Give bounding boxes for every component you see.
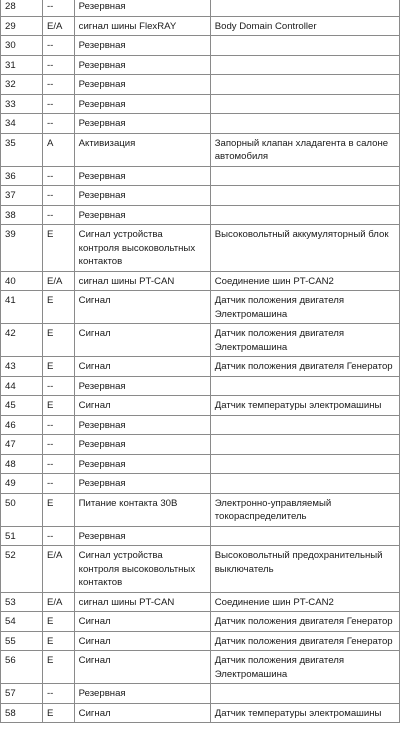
connected-component-cell: Датчик положения двигателя Генератор bbox=[210, 357, 399, 377]
table-row bbox=[1, 75, 400, 95]
connected-component-cell: Датчик температуры электромашины bbox=[210, 703, 399, 723]
pin-number-cell: 40 bbox=[1, 271, 43, 291]
table-row bbox=[1, 396, 400, 416]
table-row bbox=[1, 703, 400, 723]
signal-description-cell: Резервная bbox=[74, 435, 210, 455]
signal-description-cell: Резервная bbox=[74, 94, 210, 114]
pin-number-cell: 28 bbox=[1, 0, 43, 16]
connected-component-cell bbox=[210, 186, 399, 206]
signal-direction-cell: -- bbox=[42, 166, 74, 186]
pin-number-cell: 47 bbox=[1, 435, 43, 455]
signal-description-cell: Резервная bbox=[74, 75, 210, 95]
signal-direction-cell: E bbox=[42, 612, 74, 632]
signal-direction-cell: -- bbox=[42, 415, 74, 435]
signal-direction-cell: E bbox=[42, 396, 74, 416]
signal-description-cell: Резервная bbox=[74, 0, 210, 16]
table-row bbox=[1, 474, 400, 494]
signal-direction-cell: A bbox=[42, 133, 74, 166]
signal-description-cell: Резервная bbox=[74, 36, 210, 56]
signal-description-cell: Резервная bbox=[74, 474, 210, 494]
signal-direction-cell: E bbox=[42, 357, 74, 377]
pin-number-cell: 56 bbox=[1, 651, 43, 684]
connected-component-cell bbox=[210, 205, 399, 225]
pin-number-cell: 41 bbox=[1, 291, 43, 324]
signal-direction-cell: E/A bbox=[42, 546, 74, 593]
table-row bbox=[1, 186, 400, 206]
table-row bbox=[1, 546, 400, 593]
pin-number-cell: 33 bbox=[1, 94, 43, 114]
table-row bbox=[1, 376, 400, 396]
pin-number-cell: 38 bbox=[1, 205, 43, 225]
connected-component-cell bbox=[210, 114, 399, 134]
table-row bbox=[1, 271, 400, 291]
pin-number-cell: 53 bbox=[1, 592, 43, 612]
pin-number-cell: 50 bbox=[1, 493, 43, 526]
table-row bbox=[1, 114, 400, 134]
table-row bbox=[1, 651, 400, 684]
signal-direction-cell: E bbox=[42, 225, 74, 272]
pin-number-cell: 58 bbox=[1, 703, 43, 723]
table-row bbox=[1, 493, 400, 526]
signal-description-cell: сигнал шины PT-CAN bbox=[74, 592, 210, 612]
pin-number-cell: 44 bbox=[1, 376, 43, 396]
connected-component-cell: Датчик температуры электромашины bbox=[210, 396, 399, 416]
pin-number-cell: 51 bbox=[1, 526, 43, 546]
pin-number-cell: 55 bbox=[1, 631, 43, 651]
signal-description-cell: сигнал шины PT-CAN bbox=[74, 271, 210, 291]
pin-number-cell: 32 bbox=[1, 75, 43, 95]
connected-component-cell bbox=[210, 55, 399, 75]
connected-component-cell: Электронно-управляемый токораспределитель bbox=[210, 493, 399, 526]
connected-component-cell bbox=[210, 166, 399, 186]
signal-description-cell: Сигнал bbox=[74, 651, 210, 684]
pin-number-cell: 34 bbox=[1, 114, 43, 134]
signal-direction-cell: E bbox=[42, 631, 74, 651]
signal-description-cell: Питание контакта 30В bbox=[74, 493, 210, 526]
table-row bbox=[1, 16, 400, 36]
signal-direction-cell: E/A bbox=[42, 271, 74, 291]
table-row bbox=[1, 94, 400, 114]
table-row bbox=[1, 612, 400, 632]
signal-direction-cell: E bbox=[42, 651, 74, 684]
signal-direction-cell: -- bbox=[42, 454, 74, 474]
table-row bbox=[1, 592, 400, 612]
signal-description-cell: Сигнал bbox=[74, 291, 210, 324]
connected-component-cell: Запорный клапан хладагента в салоне автомобиля bbox=[210, 133, 399, 166]
connected-component-cell: Датчик положения двигателя Электромашина bbox=[210, 324, 399, 357]
connected-component-cell: Соединение шин PT-CAN2 bbox=[210, 592, 399, 612]
table-row bbox=[1, 133, 400, 166]
pin-number-cell: 46 bbox=[1, 415, 43, 435]
signal-direction-cell: E bbox=[42, 291, 74, 324]
pin-number-cell: 42 bbox=[1, 324, 43, 357]
table-row bbox=[1, 166, 400, 186]
table-row bbox=[1, 454, 400, 474]
signal-direction-cell: -- bbox=[42, 684, 74, 704]
table-row bbox=[1, 684, 400, 704]
signal-direction-cell: -- bbox=[42, 376, 74, 396]
table-row bbox=[1, 36, 400, 56]
connected-component-cell bbox=[210, 526, 399, 546]
connected-component-cell bbox=[210, 684, 399, 704]
connected-component-cell bbox=[210, 75, 399, 95]
pin-number-cell: 35 bbox=[1, 133, 43, 166]
signal-description-cell: Сигнал bbox=[74, 357, 210, 377]
signal-description-cell: Резервная bbox=[74, 526, 210, 546]
pin-number-cell: 48 bbox=[1, 454, 43, 474]
signal-direction-cell: E bbox=[42, 324, 74, 357]
signal-description-cell: Резервная bbox=[74, 205, 210, 225]
signal-description-cell: Сигнал bbox=[74, 631, 210, 651]
signal-direction-cell: -- bbox=[42, 526, 74, 546]
signal-direction-cell: -- bbox=[42, 186, 74, 206]
connected-component-cell bbox=[210, 0, 399, 16]
signal-direction-cell: E/A bbox=[42, 592, 74, 612]
signal-direction-cell: -- bbox=[42, 36, 74, 56]
signal-direction-cell: -- bbox=[42, 75, 74, 95]
connected-component-cell: Соединение шин PT-CAN2 bbox=[210, 271, 399, 291]
signal-description-cell: Сигнал bbox=[74, 703, 210, 723]
signal-direction-cell: -- bbox=[42, 435, 74, 455]
signal-direction-cell: -- bbox=[42, 205, 74, 225]
pin-number-cell: 49 bbox=[1, 474, 43, 494]
signal-description-cell: Резервная bbox=[74, 376, 210, 396]
pin-number-cell: 30 bbox=[1, 36, 43, 56]
connected-component-cell bbox=[210, 415, 399, 435]
signal-description-cell: Активизация bbox=[74, 133, 210, 166]
signal-direction-cell: E/A bbox=[42, 16, 74, 36]
signal-description-cell: Резервная bbox=[74, 684, 210, 704]
connected-component-cell bbox=[210, 474, 399, 494]
signal-direction-cell: -- bbox=[42, 55, 74, 75]
pin-number-cell: 43 bbox=[1, 357, 43, 377]
pin-number-cell: 31 bbox=[1, 55, 43, 75]
signal-description-cell: Резервная bbox=[74, 166, 210, 186]
signal-description-cell: Сигнал устройства контроля высоковольтных контактов bbox=[74, 225, 210, 272]
table-row bbox=[1, 0, 400, 16]
signal-direction-cell: -- bbox=[42, 474, 74, 494]
connected-component-cell bbox=[210, 435, 399, 455]
connected-component-cell: Высоковольтный аккумуляторный блок bbox=[210, 225, 399, 272]
pin-table-body bbox=[1, 0, 400, 723]
table-row bbox=[1, 291, 400, 324]
pin-number-cell: 57 bbox=[1, 684, 43, 704]
pin-number-cell: 45 bbox=[1, 396, 43, 416]
signal-description-cell: сигнал шины FlexRAY bbox=[74, 16, 210, 36]
table-row bbox=[1, 55, 400, 75]
connected-component-cell: Датчик положения двигателя Генератор bbox=[210, 631, 399, 651]
signal-direction-cell: E bbox=[42, 703, 74, 723]
connected-component-cell bbox=[210, 376, 399, 396]
signal-description-cell: Резервная bbox=[74, 454, 210, 474]
table-row bbox=[1, 526, 400, 546]
signal-description-cell: Резервная bbox=[74, 415, 210, 435]
signal-description-cell: Сигнал bbox=[74, 324, 210, 357]
signal-description-cell: Резервная bbox=[74, 55, 210, 75]
connected-component-cell bbox=[210, 36, 399, 56]
pin-number-cell: 37 bbox=[1, 186, 43, 206]
table-row bbox=[1, 205, 400, 225]
signal-description-cell: Резервная bbox=[74, 186, 210, 206]
pin-number-cell: 54 bbox=[1, 612, 43, 632]
signal-description-cell: Сигнал bbox=[74, 612, 210, 632]
connected-component-cell: Высоковольтный предохранительный выключатель bbox=[210, 546, 399, 593]
signal-direction-cell: -- bbox=[42, 114, 74, 134]
pin-number-cell: 52 bbox=[1, 546, 43, 593]
pin-number-cell: 36 bbox=[1, 166, 43, 186]
table-row bbox=[1, 415, 400, 435]
signal-description-cell: Резервная bbox=[74, 114, 210, 134]
signal-direction-cell: E bbox=[42, 493, 74, 526]
table-row bbox=[1, 225, 400, 272]
pin-number-cell: 39 bbox=[1, 225, 43, 272]
signal-description-cell: Сигнал устройства контроля высоковольтных контактов bbox=[74, 546, 210, 593]
connected-component-cell bbox=[210, 94, 399, 114]
signal-direction-cell: -- bbox=[42, 0, 74, 16]
table-row bbox=[1, 357, 400, 377]
connected-component-cell: Body Domain Controller bbox=[210, 16, 399, 36]
connected-component-cell bbox=[210, 454, 399, 474]
connected-component-cell: Датчик положения двигателя Электромашина bbox=[210, 651, 399, 684]
table-row bbox=[1, 324, 400, 357]
pin-number-cell: 29 bbox=[1, 16, 43, 36]
connected-component-cell: Датчик положения двигателя Электромашина bbox=[210, 291, 399, 324]
connected-component-cell: Датчик положения двигателя Генератор bbox=[210, 612, 399, 632]
table-row bbox=[1, 631, 400, 651]
signal-description-cell: Сигнал bbox=[74, 396, 210, 416]
table-row bbox=[1, 435, 400, 455]
signal-direction-cell: -- bbox=[42, 94, 74, 114]
